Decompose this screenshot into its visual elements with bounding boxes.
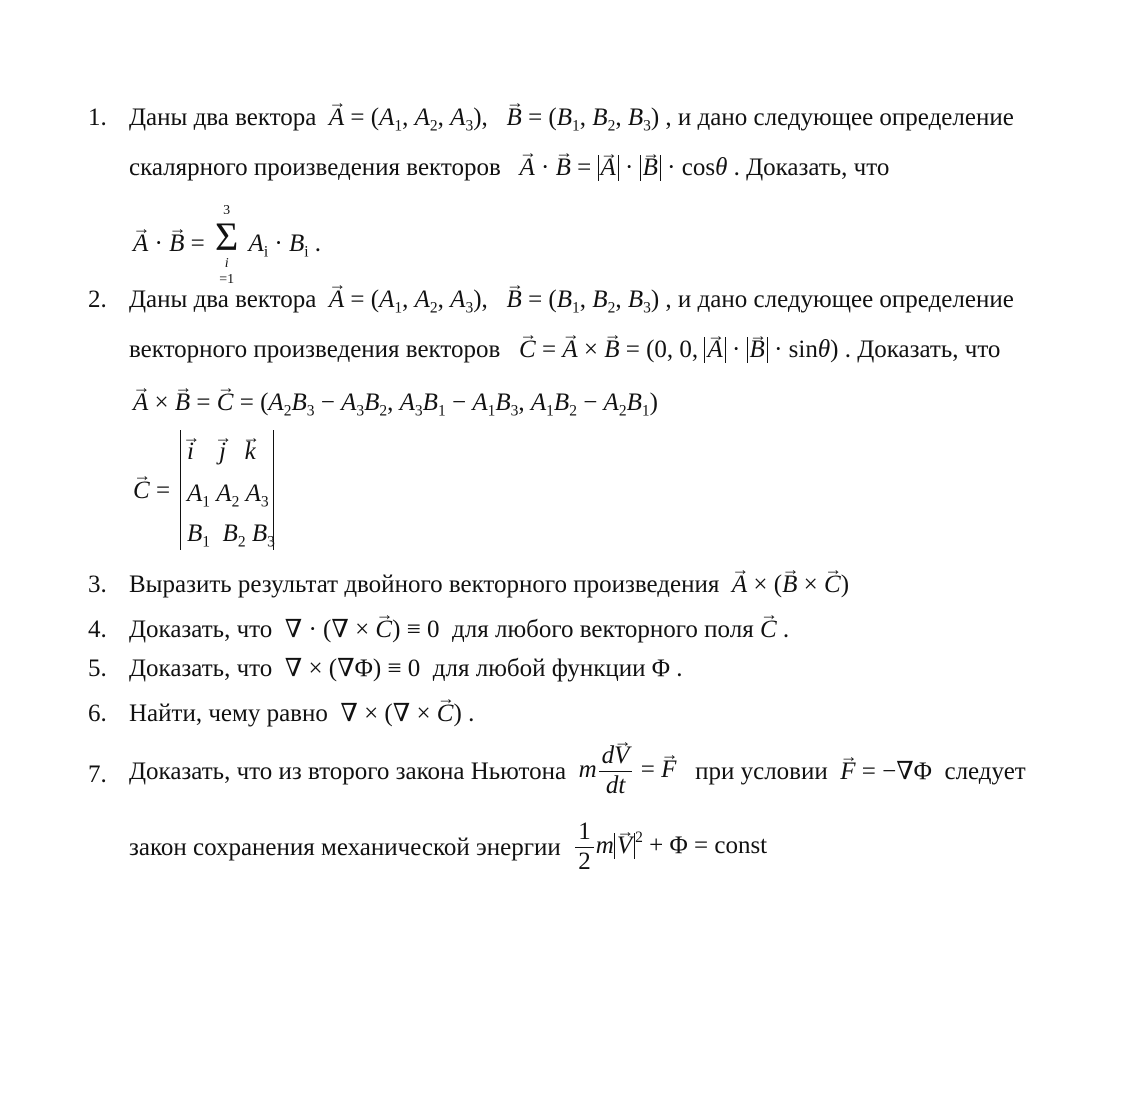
formula-cross-components: → A × → B = → $C = (A_2B_3 - A_3B_2$, $A_3B_1 - A_1B_3$, $A_1B_2 - A_2B_1$) bbox=[133, 390, 658, 419]
item-4-line: Доказать, что ∇ · (∇ × → C) ≡ 0 для любого векторного поля → C . bbox=[129, 617, 789, 642]
formula-vectors: → $A = (A_1$, $A_2$, $A_3$), → $B = (B_1$, $B_2$, $B_3$) bbox=[329, 286, 659, 313]
formula-energy-conservation: $\frac{1}{2}$ m→ V $^2$ + Φ = const bbox=[573, 832, 767, 859]
item-5-line: Доказать, что ∇ × (∇Φ) ≡ 0 для любой функции Φ . bbox=[129, 655, 683, 682]
item-2-line-2: векторного произведения векторов → C = → A × → B = (0, 0, → A · → B · sinθ) . Доказать, что bbox=[129, 337, 1000, 363]
formula-newton: m $\frac{d\to V}{dt}$ = → F bbox=[579, 756, 683, 783]
item-number: 3. bbox=[88, 571, 107, 598]
formula-determinant-lhs: → C = bbox=[133, 478, 170, 503]
item-6-line: Найти, чему равно ∇ × (∇ × → C) . bbox=[129, 701, 474, 726]
formula-curl-curl: ∇ × (∇ × → C) bbox=[340, 700, 461, 727]
item-1-line-2: скалярного произведения векторов → A · → B = → A · → B · cosθ . Доказать, что bbox=[129, 155, 889, 181]
determinant-matrix: → i → j → k $A_1$ $A_2$ $A_3$ $B_1$ $B_2$ $B_3$ bbox=[180, 430, 274, 550]
sum-symbol: 3 Σ i =1 bbox=[215, 203, 239, 287]
item-1-line-1: Даны два вектора → $A = (A_1$, $A_2$, $A_3$), → $B = (B_1$, $B_2$, $B_3$) , и дано следующее определение bbox=[129, 105, 1014, 134]
formula-dot-sum: → A · → B = 3 Σ i =1 $A_i \cdot B_i$ . bbox=[133, 203, 321, 287]
formula-vectors: → $A = (A_1$, $A_2$, $A_3$), → $B = (B_1$, $B_2$, $B_3$) bbox=[329, 104, 659, 131]
item-7-line-2: закон сохранения механической энергии $\frac{1}{2}$ m→ V $^2$ + Φ = const bbox=[129, 818, 767, 877]
item-number: 4. bbox=[88, 616, 107, 643]
item-number: 6. bbox=[88, 700, 107, 727]
item-2-line-1: Даны два вектора → $A = (A_1$, $A_2$, $A_3$), → $B = (B_1$, $B_2$, $B_3$) , и дано следующее определение bbox=[129, 287, 1014, 316]
formula-cross-definition: → C = → A × → B = (0, 0, → A · → B · sinθ) bbox=[519, 336, 838, 363]
formula-dot-definition: → A · → B = → A · → B · cosθ bbox=[520, 154, 728, 181]
item-number: 7. bbox=[88, 761, 107, 788]
formula-curl-grad: ∇ × (∇Φ) ≡ 0 bbox=[284, 655, 421, 682]
item-number: 2. bbox=[88, 286, 107, 313]
item-3-line: Выразить результат двойного векторного произведения → A × (→ B × → C) bbox=[129, 572, 849, 597]
item-number: 5. bbox=[88, 655, 107, 682]
formula-double-cross: → A × (→ B × → C) bbox=[732, 571, 849, 598]
formula-div-curl: ∇ · (∇ × → C) ≡ 0 bbox=[285, 616, 440, 643]
item-7-line-1: Доказать, что из второго закона Ньютона m $\frac{d\to V}{dt}$ = → F при условии → F = −∇Φ следует bbox=[129, 742, 1026, 801]
formula-potential-force: → F = −∇Φ bbox=[840, 758, 932, 785]
item-number: 1. bbox=[88, 104, 107, 131]
